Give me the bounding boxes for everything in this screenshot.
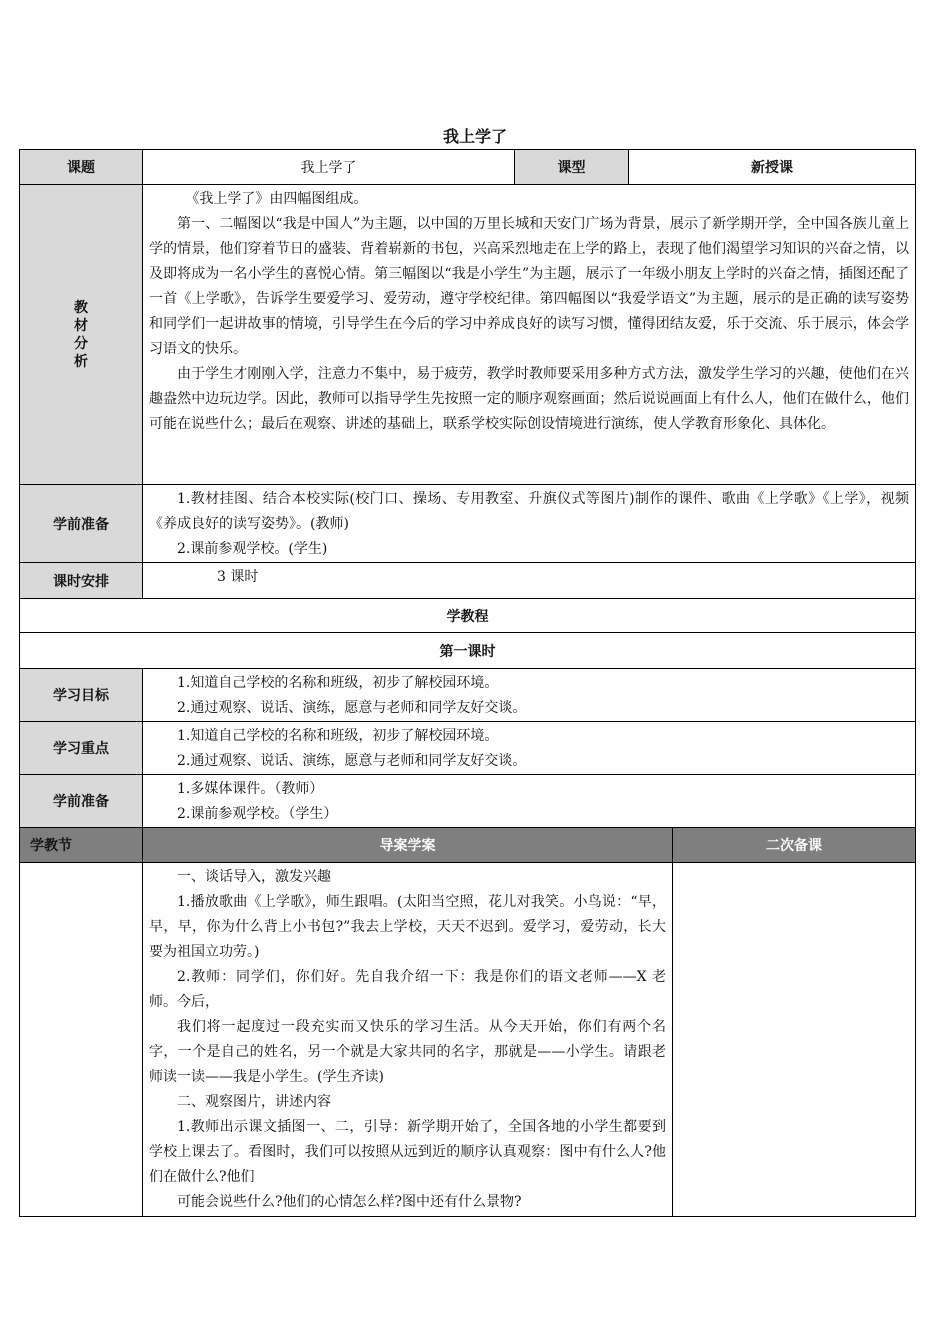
goals-row (20, 669, 916, 722)
steps-header-row (20, 828, 916, 863)
analysis-content (143, 185, 916, 485)
steps-paragraph: 一、谈话导入，激发兴趣 (177, 869, 331, 885)
prep-line: 1.教材挂图、结合本校实际(校门口、操场、专用教室、升旗仪式等图片)制作的课件、歌曲《上学歌》《上学》，视频《养成良好的读写姿势》。(教师) (149, 491, 909, 532)
lesson-title-row (20, 633, 916, 669)
prep-content (143, 485, 916, 563)
focus-line: 2.通过观察、说话、演练，愿意与老师和同学友好交谈。 (177, 753, 527, 769)
focus-row (20, 722, 916, 775)
topic-label: 课题 (20, 150, 143, 185)
focus-content (143, 722, 916, 775)
goal-line: 1.知道自己学校的名称和班级，初步了解校园环境。 (177, 675, 499, 691)
analysis-paragraph: 由于学生才刚刚入学，注意力不集中，易于疲劳，教学时教师要采用多种方式方法，激发学生学习的兴趣，使他们在兴趣盎然中边玩边学。因此，教师可以指导学生先按照一定的顺序观察画面；然后说说画面上有什么人，他们在做什么，他们可能在说些什么；最后在观察、讲述的基础上，联系学校实际创设情境进行演练，使人学教育形象化、具体化。 (149, 366, 909, 432)
analysis-label-text: 教材分析 (74, 299, 88, 370)
steps-guide-content (143, 863, 673, 1217)
steps-paragraph: 1.播放歌曲《上学歌》，师生跟唱。(太阳当空照，花儿对我笑。小鸟说：“早，早，早，你为什么背上小书包?”我去上学校，天天不迟到。爱学习，爱劳动，长大要为祖国立功劳。) (149, 894, 666, 960)
prep-row (20, 485, 916, 563)
steps-paragraph: 可能会说些什么?他们的心情怎么样?图中还有什么景物? (177, 1194, 522, 1210)
steps-col-guide: 导案学案 (143, 828, 673, 863)
lesson-prep-line: 1.多媒体课件。（教师） (177, 781, 324, 797)
type-value: 新授课 (629, 150, 916, 185)
steps-content-row (20, 863, 916, 1217)
page-title: 我上学了 (442, 127, 507, 146)
lesson-prep-content (143, 775, 916, 828)
lesson-plan-table (19, 149, 916, 1217)
lesson-prep-label: 学前准备 (20, 775, 143, 828)
analysis-label (20, 185, 143, 485)
goals-label: 学习目标 (20, 669, 143, 722)
process-title-row (20, 599, 916, 633)
process-title: 学教程 (20, 599, 916, 633)
goal-line: 2.通过观察、说话、演练，愿意与老师和同学友好交谈。 (177, 700, 527, 716)
goals-content (143, 669, 916, 722)
steps-col-second: 二次备课 (673, 828, 916, 863)
prep-label: 学前准备 (20, 485, 143, 563)
schedule-value: 3 课时 (143, 563, 916, 599)
analysis-paragraph: 《我上学了》由四幅图组成。 (185, 191, 368, 207)
steps-paragraph: 2.教师：同学们，你们好。先自我介绍一下：我是你们的语文老师——X 老师。今后， (149, 969, 666, 1010)
steps-paragraph: 我们将一起度过一段充实而又快乐的学习生活。从今天开始，你们有两个名字，一个是自己的姓名，另一个就是大家共同的名字，那就是——小学生。请跟老师读一读——我是小学生。(学生齐读) (149, 1019, 666, 1085)
lesson-prep-line: 2.课前参观学校。（学生） (177, 806, 338, 822)
steps-paragraph: 1.教师出示课文插图一、二，引导：新学期开始了，全国各地的小学生都要到学校上课去了。看图时，我们可以按照从远到近的顺序认真观察：图中有什么人?他们在做什么?他们 (149, 1119, 666, 1185)
focus-line: 1.知道自己学校的名称和班级，初步了解校园环境。 (177, 728, 499, 744)
type-label: 课型 (515, 150, 629, 185)
analysis-paragraph: 第一、二幅图以“我是中国人”为主题，以中国的万里长城和天安门广场为背景，展示了新学期开学，全中国各族儿童上学的情景，他们穿着节日的盛装、背着崭新的书包，兴高采烈地走在上学的路上，表现了他们渴望学习知识的兴奋之情，以及即将成为一名小学生的喜悦心情。第三幅图以“我是小学生”为主题，展示了一年级小朋友上学时的兴奋之情，插图还配了一首《上学歌》，告诉学生要爱学习、爱劳动，遵守学校纪律。第四幅图以“我爱学语文”为主题，展示的是正确的读写姿势和同学们一起讲故事的情境，引导学生在今后的学习中养成良好的读写习惯，懂得团结友爱，乐于交流、乐于展示，体会学习语文的快乐。 (149, 216, 909, 357)
header-row (20, 150, 916, 185)
steps-step-cell (20, 863, 143, 1217)
prep-line: 2.课前参观学校。(学生) (177, 541, 328, 557)
analysis-row (20, 185, 916, 485)
topic-value: 我上学了 (143, 150, 515, 185)
steps-paragraph: 二、观察图片，讲述内容 (177, 1094, 331, 1110)
steps-col-step: 学教节 (20, 828, 143, 863)
steps-second-cell (673, 863, 916, 1217)
schedule-label: 课时安排 (20, 563, 143, 599)
lesson-prep-row (20, 775, 916, 828)
focus-label: 学习重点 (20, 722, 143, 775)
schedule-row (20, 563, 916, 599)
lesson-title: 第一课时 (20, 633, 916, 669)
